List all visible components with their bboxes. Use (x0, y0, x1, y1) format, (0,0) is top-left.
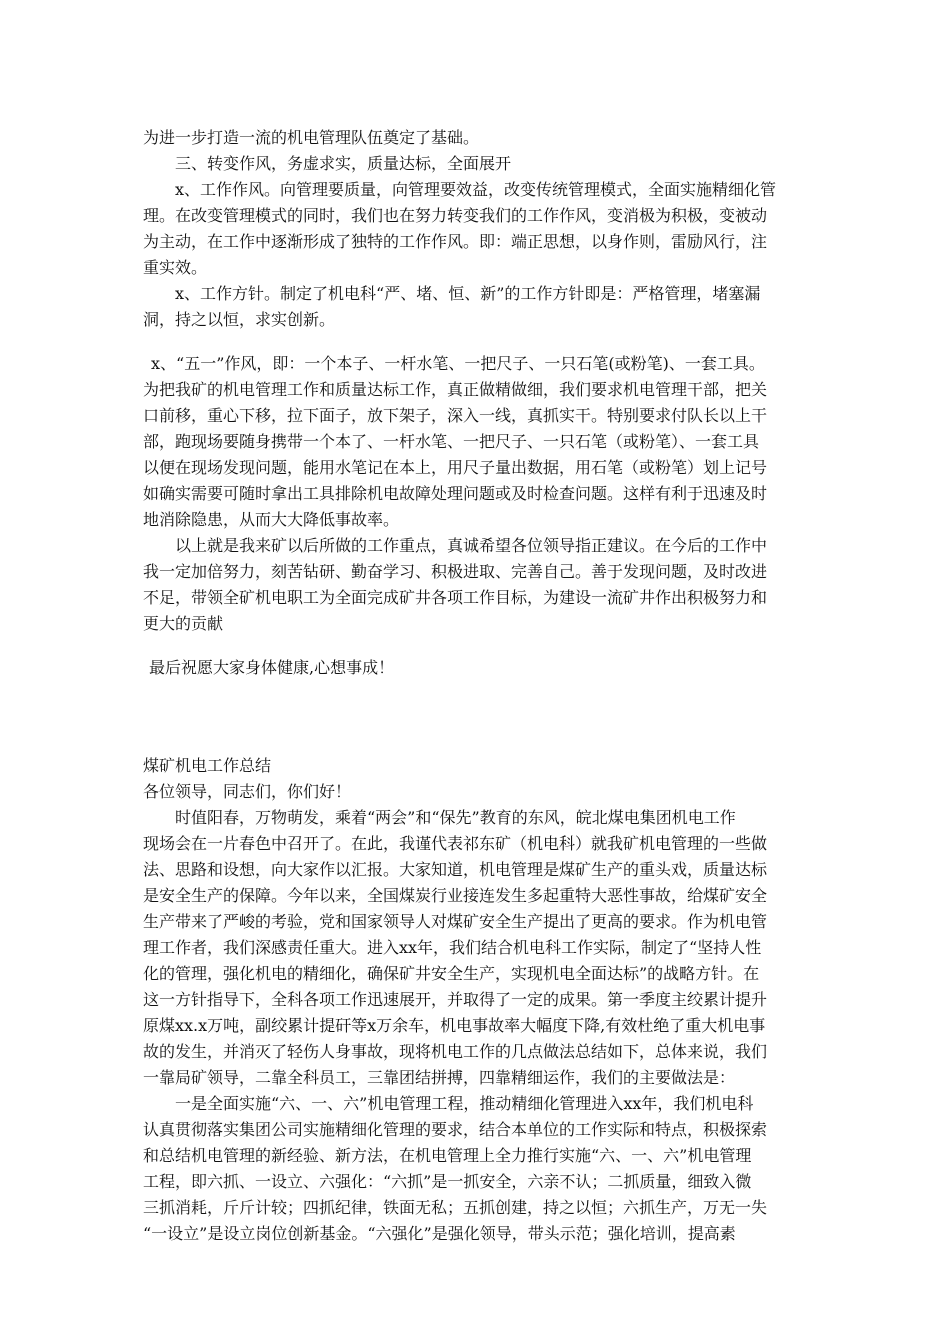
paragraph-line: 部，跑现场要随身携带一个本了、一杆水笔、一把尺子、一只石笔（或粉笔）、一套工具 (143, 432, 760, 451)
paragraph-line: 理。在改变管理模式的同时，我们也在努力转变我们的工作作风，变消极为积极，变被动 (143, 206, 768, 225)
paragraph-line: 不足，带领全矿机电职工为全面完成矿井各项工作目标，为建设一流矿井作出积极努力和 (143, 588, 768, 607)
paragraph-line: 更大的贡献 (143, 614, 224, 633)
section-heading: 三、转变作风，务虚求实，质量达标，全面展开 (175, 154, 512, 173)
paragraph-line: 时值阳春，万物萌发，乘着“两会”和“保先”教育的东风，皖北煤电集团机电工作 (175, 808, 736, 827)
closing-line: 最后祝愿大家身体健康,心想事成！ (149, 658, 395, 677)
paragraph-line: “一设立”是设立岗位创新基金。“六强化”是强化领导，带头示范；强化培训，提高素 (143, 1224, 736, 1243)
paragraph-line: 我一定加倍努力，刻苦钻研、勤奋学习、积极进取、完善自己。善于发现问题，及时改进 (143, 562, 768, 581)
paragraph-line: 理工作者，我们深感责任重大。进入xx年，我们结合机电科工作实际，制定了“坚持人性 (143, 938, 762, 957)
paragraph-line: 这一方针指导下，全科各项工作迅速展开，并取得了一定的成果。第一季度主绞累计提升 (143, 990, 768, 1009)
paragraph-line: x、工作方针。制定了机电科“严、堵、恒、新”的工作方针即是：严格管理，堵塞漏 (175, 284, 761, 303)
paragraph-line: 为主动，在工作中逐渐形成了独特的工作作风。即：端正思想，以身作则，雷励风行，注 (143, 232, 768, 251)
paragraph-line: 故的发生，并消灭了轻伤人身事故，现将机电工作的几点做法总结如下，总体来说，我们 (143, 1042, 768, 1061)
paragraph-line: 为把我矿的机电管理工作和质量达标工作，真正做精做细，我们要求机电管理干部，把关 (143, 380, 768, 399)
paragraph-line: 三抓消耗，斤斤计较；四抓纪律，铁面无私；五抓创建，持之以恒；六抓生产，万无一失 (143, 1198, 768, 1217)
paragraph-line: x、工作作风。向管理要质量，向管理要效益，改变传统管理模式，全面实施精细化管 (175, 180, 777, 199)
paragraph-line: 化的管理，强化机电的精细化，确保矿井安全生产，实现机电全面达标”的战略方针。在 (143, 964, 760, 983)
paragraph-line: 如确实需要可随时拿出工具排除机电故障处理问题或及时检查问题。这样有利于迅速及时 (143, 484, 768, 503)
paragraph-line: 一是全面实施“六、一、六”机电管理工程，推动精细化管理进入xx年，我们机电科 (175, 1094, 754, 1113)
paragraph-line: 和总结机电管理的新经验、新方法，在机电管理上全力推行实施“六、一、六”机电管理 (143, 1146, 752, 1165)
document-title: 煤矿机电工作总结 (143, 756, 272, 775)
paragraph-line: 现场会在一片春色中召开了。在此，我谨代表祁东矿（机电科）就我矿机电管理的一些做 (143, 834, 768, 853)
paragraph-line: 原煤xx.x万吨，副绞累计提矸等x万余车，机电事故率大幅度下降,有效杜绝了重大机电事 (143, 1016, 766, 1035)
paragraph-line: 是安全生产的保障。今年以来，全国煤炭行业接连发生多起重特大恶性事故，给煤矿安全 (143, 886, 768, 905)
paragraph-line: x、“五一”作风，即：一个本子、一杆水笔、一把尺子、一只石笔(或粉笔)、一套工具。 (151, 354, 765, 373)
paragraph-line: 工程，即六抓、一设立、六强化：“六抓”是一抓安全，六亲不认；二抓质量，细致入微 (143, 1172, 752, 1191)
paragraph-line: 一靠局矿领导，二靠全科员工，三靠团结拼搏，四靠精细运作，我们的主要做法是： (143, 1068, 736, 1087)
paragraph-line: 以便在现场发现问题，能用水笔记在本上，用尺子量出数据，用石笔（或粉笔）划上记号 (143, 458, 768, 477)
paragraph-line: 生产带来了严峻的考验，党和国家领导人对煤矿安全生产提出了更高的要求。作为机电管 (143, 912, 768, 931)
paragraph-line: 法、思路和设想，向大家作以汇报。大家知道，机电管理是煤矿生产的重头戏，质量达标 (143, 860, 768, 879)
paragraph-line: 以上就是我来矿以后所做的工作重点，真诚希望各位领导指正建议。在今后的工作中 (175, 536, 768, 555)
paragraph-line: 认真贯彻落实集团公司实施精细化管理的要求，结合本单位的工作实际和特点，积极探索 (143, 1120, 768, 1139)
paragraph-line: 地消除隐患，从而大大降低事故率。 (143, 510, 400, 529)
paragraph-line: 洞，持之以恒，求实创新。 (143, 310, 336, 329)
paragraph-line: 为进一步打造一流的机电管理队伍奠定了基础。 (143, 128, 480, 147)
paragraph-line: 重实效。 (143, 258, 208, 277)
paragraph-line: 口前移，重心下移，拉下面子，放下架子，深入一线，真抓实干。特别要求付队长以上干 (143, 406, 768, 425)
greeting-line: 各位领导，同志们，你们好！ (143, 782, 352, 801)
